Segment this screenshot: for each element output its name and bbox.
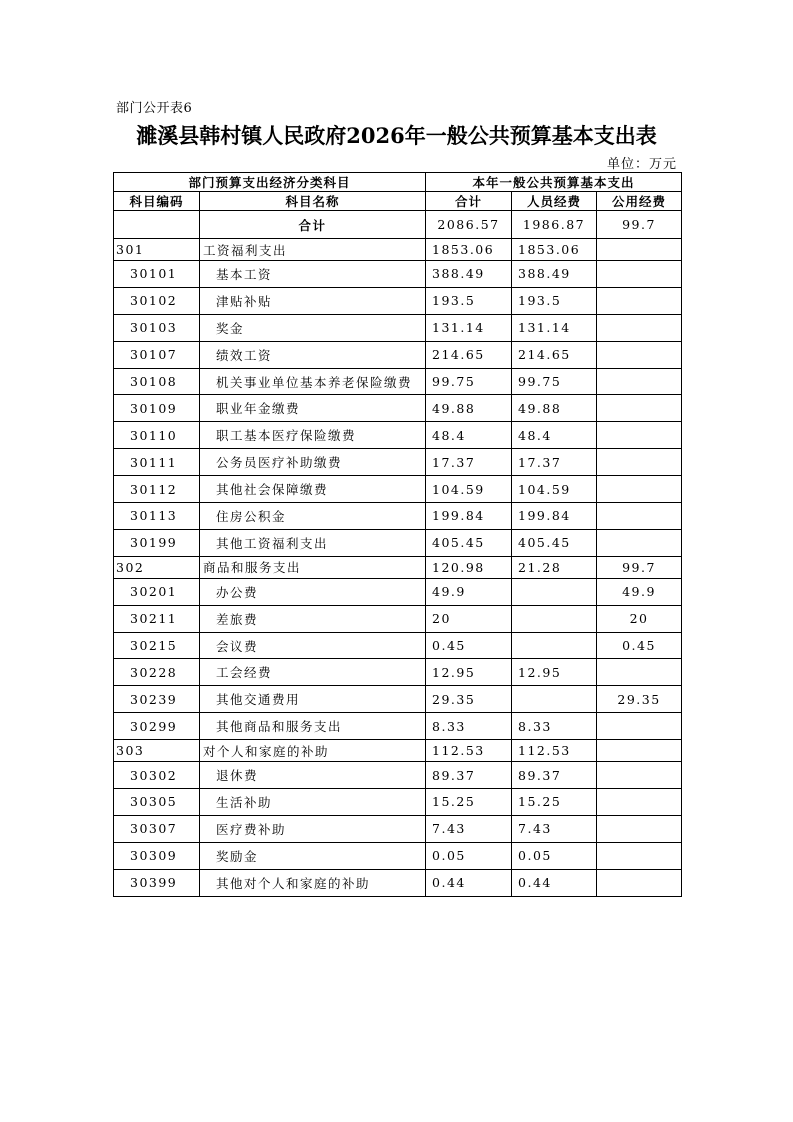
name-cell: 对个人和家庭的补助: [200, 740, 426, 762]
code-cell: 30109: [114, 395, 200, 422]
name-cell: 绩效工资: [200, 341, 426, 368]
public-cell: [597, 789, 682, 816]
total-cell: 17.37: [426, 449, 512, 476]
personnel-cell: 388.49: [512, 261, 597, 288]
personnel-cell: 0.44: [512, 869, 597, 896]
public-cell: [597, 503, 682, 530]
code-cell: 30302: [114, 762, 200, 789]
total-cell: 0.44: [426, 869, 512, 896]
name-cell: 其他社会保障缴费: [200, 476, 426, 503]
header-group-row: [114, 173, 682, 192]
personnel-cell: 49.88: [512, 395, 597, 422]
personnel-cell: 214.65: [512, 341, 597, 368]
public-cell: [597, 740, 682, 762]
table-row: [114, 341, 682, 368]
table-row: [114, 261, 682, 288]
personnel-cell: 48.4: [512, 422, 597, 449]
total-cell: 0.45: [426, 632, 512, 659]
total-cell: 49.88: [426, 395, 512, 422]
table-row: [114, 529, 682, 556]
table-row: [114, 422, 682, 449]
total-cell: 112.53: [426, 740, 512, 762]
code-cell: 30309: [114, 842, 200, 869]
name-cell: 其他对个人和家庭的补助: [200, 869, 426, 896]
personnel-cell: 131.14: [512, 314, 597, 341]
personnel-cell: 0.05: [512, 842, 597, 869]
total-cell: 104.59: [426, 476, 512, 503]
public-cell: [597, 476, 682, 503]
name-cell: 其他交通费用: [200, 686, 426, 713]
table-row: [114, 287, 682, 314]
name-cell: 奖励金: [200, 842, 426, 869]
table-row: [114, 503, 682, 530]
public-cell: [597, 314, 682, 341]
personnel-cell: 199.84: [512, 503, 597, 530]
personnel-cell: 15.25: [512, 789, 597, 816]
table-row: [114, 789, 682, 816]
code-cell: 30211: [114, 605, 200, 632]
code-cell: 30103: [114, 314, 200, 341]
name-cell: 会议费: [200, 632, 426, 659]
personnel-cell: 7.43: [512, 815, 597, 842]
name-cell: 工会经费: [200, 659, 426, 686]
personnel-cell: [512, 686, 597, 713]
total-cell: 131.14: [426, 314, 512, 341]
page-title: 濉溪县韩村镇人民政府2026年一般公共预算基本支出表: [136, 123, 657, 148]
public-cell: [597, 449, 682, 476]
table-group-row: [114, 556, 682, 578]
total-cell: 193.5: [426, 287, 512, 314]
name-cell: 其他工资福利支出: [200, 529, 426, 556]
total-cell: 405.45: [426, 529, 512, 556]
code-cell: 30110: [114, 422, 200, 449]
public-cell: [597, 239, 682, 261]
table-row: [114, 449, 682, 476]
public-cell: 29.35: [597, 686, 682, 713]
total-cell: 7.43: [426, 815, 512, 842]
header-total: 合计: [426, 192, 512, 211]
table-row: [114, 605, 682, 632]
code-cell: 30239: [114, 686, 200, 713]
personnel-cell: 405.45: [512, 529, 597, 556]
code-cell: 30199: [114, 529, 200, 556]
code-cell: 30107: [114, 341, 200, 368]
total-label: 合计: [200, 211, 426, 239]
header-column-row: [114, 192, 682, 211]
public-cell: 49.9: [597, 578, 682, 605]
personnel-cell: 8.33: [512, 713, 597, 740]
table-row: [114, 842, 682, 869]
total-cell: 214.65: [426, 341, 512, 368]
header-name: 科目名称: [200, 192, 426, 211]
name-cell: 奖金: [200, 314, 426, 341]
name-cell: 医疗费补助: [200, 815, 426, 842]
name-cell: 生活补助: [200, 789, 426, 816]
code-cell: 30228: [114, 659, 200, 686]
table-row: [114, 368, 682, 395]
public-cell: [597, 341, 682, 368]
code-cell: 30101: [114, 261, 200, 288]
public-cell: [597, 762, 682, 789]
public-cell: [597, 869, 682, 896]
code-cell: 30111: [114, 449, 200, 476]
table-row: [114, 632, 682, 659]
public-cell: [597, 287, 682, 314]
public-cell: 20: [597, 605, 682, 632]
unit-label: 单位：万元: [606, 157, 677, 172]
code-cell: 30399: [114, 869, 200, 896]
document-label: 部门公开表6: [116, 101, 193, 116]
total-cell: 29.35: [426, 686, 512, 713]
personnel-cell: 1853.06: [512, 239, 597, 261]
code-cell: 302: [114, 556, 200, 578]
table-row: [114, 713, 682, 740]
personnel-cell: 112.53: [512, 740, 597, 762]
code-cell: 30215: [114, 632, 200, 659]
total-public: 99.7: [597, 211, 682, 239]
code-cell: 30108: [114, 368, 200, 395]
personnel-cell: 12.95: [512, 659, 597, 686]
budget-table: [113, 172, 682, 897]
public-cell: [597, 261, 682, 288]
header-personnel: 人员经费: [512, 192, 597, 211]
total-cell: 49.9: [426, 578, 512, 605]
code-cell: 30201: [114, 578, 200, 605]
personnel-cell: 17.37: [512, 449, 597, 476]
name-cell: 差旅费: [200, 605, 426, 632]
personnel-cell: 21.28: [512, 556, 597, 578]
total-cell: 12.95: [426, 659, 512, 686]
total-cell: 199.84: [426, 503, 512, 530]
total-cell: 1853.06: [426, 239, 512, 261]
public-cell: [597, 529, 682, 556]
header-economic-classification: 部门预算支出经济分类科目: [114, 173, 426, 192]
personnel-cell: 89.37: [512, 762, 597, 789]
code-cell: 30113: [114, 503, 200, 530]
total-cell: 0.05: [426, 842, 512, 869]
public-cell: [597, 842, 682, 869]
budget-table-body: [114, 173, 682, 897]
personnel-cell: 193.5: [512, 287, 597, 314]
table-row: [114, 815, 682, 842]
table-row: [114, 395, 682, 422]
total-row: [114, 211, 682, 239]
code-cell: 303: [114, 740, 200, 762]
total-total: 2086.57: [426, 211, 512, 239]
header-code: 科目编码: [114, 192, 200, 211]
public-cell: 99.7: [597, 556, 682, 578]
total-cell: 20: [426, 605, 512, 632]
name-cell: 职工基本医疗保险缴费: [200, 422, 426, 449]
public-cell: [597, 713, 682, 740]
personnel-cell: [512, 632, 597, 659]
public-cell: 0.45: [597, 632, 682, 659]
code-cell: 301: [114, 239, 200, 261]
name-cell: 办公费: [200, 578, 426, 605]
name-cell: 公务员医疗补助缴费: [200, 449, 426, 476]
table-row: [114, 762, 682, 789]
personnel-cell: 99.75: [512, 368, 597, 395]
total-cell: 388.49: [426, 261, 512, 288]
total-personnel: 1986.87: [512, 211, 597, 239]
table-row: [114, 686, 682, 713]
total-cell: 120.98: [426, 556, 512, 578]
table-row: [114, 476, 682, 503]
public-cell: [597, 422, 682, 449]
code-cell: 30112: [114, 476, 200, 503]
table-row: [114, 314, 682, 341]
name-cell: 其他商品和服务支出: [200, 713, 426, 740]
header-public: 公用经费: [597, 192, 682, 211]
name-cell: 职业年金缴费: [200, 395, 426, 422]
code-cell: 30305: [114, 789, 200, 816]
total-cell: 89.37: [426, 762, 512, 789]
table-row: [114, 578, 682, 605]
code-cell: 30102: [114, 287, 200, 314]
personnel-cell: 104.59: [512, 476, 597, 503]
table-group-row: [114, 740, 682, 762]
total-cell: 15.25: [426, 789, 512, 816]
name-cell: 住房公积金: [200, 503, 426, 530]
code-cell: 30299: [114, 713, 200, 740]
name-cell: 基本工资: [200, 261, 426, 288]
name-cell: 工资福利支出: [200, 239, 426, 261]
name-cell: 津贴补贴: [200, 287, 426, 314]
name-cell: 商品和服务支出: [200, 556, 426, 578]
public-cell: [597, 368, 682, 395]
name-cell: 机关事业单位基本养老保险缴费: [200, 368, 426, 395]
personnel-cell: [512, 605, 597, 632]
name-cell: 退休费: [200, 762, 426, 789]
total-cell: 99.75: [426, 368, 512, 395]
header-basic-expenditure: 本年一般公共预算基本支出: [426, 173, 682, 192]
total-cell: 48.4: [426, 422, 512, 449]
public-cell: [597, 659, 682, 686]
total-cell: 8.33: [426, 713, 512, 740]
table-row: [114, 869, 682, 896]
public-cell: [597, 395, 682, 422]
table-group-row: [114, 239, 682, 261]
total-code-cell: [114, 211, 200, 239]
table-row: [114, 659, 682, 686]
public-cell: [597, 815, 682, 842]
personnel-cell: [512, 578, 597, 605]
code-cell: 30307: [114, 815, 200, 842]
